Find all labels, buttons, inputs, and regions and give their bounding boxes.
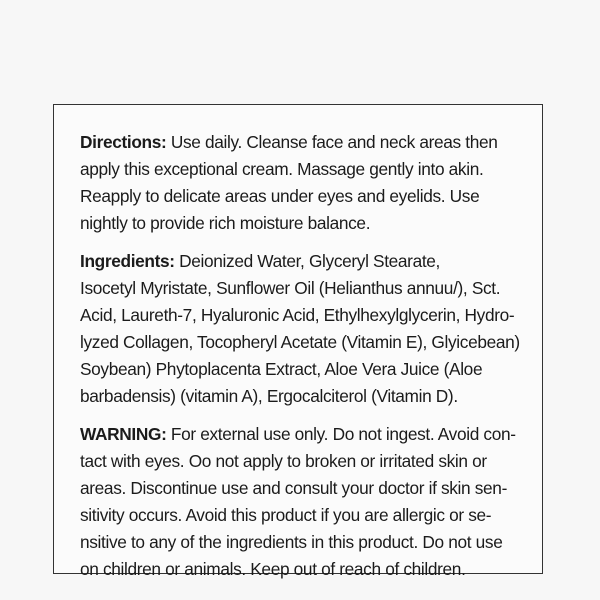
warning-line: sitivity occurs. Avoid this product if you are allergic or se- — [80, 505, 492, 525]
warning-line: tact with eyes. Oo not apply to broken or irritated skin or — [80, 451, 487, 471]
directions-line — [80, 129, 516, 156]
ingredients-section — [80, 248, 520, 410]
directions-heading: Directions: — [80, 132, 167, 152]
warning-line: nsitive to any of the ingredients in this product. Do not use — [80, 532, 503, 552]
warning-text: For external use only. Do not ingest. Avoid con- — [166, 424, 516, 444]
directions-line: Reapply to delicate areas under eyes and eyelids. Use — [80, 186, 480, 206]
ingredients-heading: Ingredients: — [80, 251, 175, 271]
warning-section — [80, 421, 516, 583]
warning-line: on children or animals. Keep out of reach of children. — [80, 559, 466, 579]
warning-line: areas. Discontinue use and consult your doctor if skin sen- — [80, 478, 507, 498]
directions-text: Use daily. Cleanse face and neck areas then — [166, 132, 498, 152]
warning-heading: WARNING: — [80, 424, 167, 444]
ingredients-line: lyzed Collagen, Tocopheryl Acetate (Vitamin E), Glyicebean) — [80, 332, 520, 352]
ingredients-text: Deionized Water, Glyceryl Stearate, — [174, 251, 440, 271]
directions-line: apply this exceptional cream. Massage gently into akin. — [80, 159, 484, 179]
ingredients-line: barbadensis) (vitamin A), Ergocalciterol (Vitamin D). — [80, 386, 458, 406]
product-label-panel — [53, 104, 543, 579]
ingredients-line: Isocetyl Myristate, Sunflower Oil (Helianthus annuu/), Sct. — [80, 278, 501, 298]
ingredients-line: Acid, Laureth-7, Hyaluronic Acid, Ethylhexylglycerin, Hydro- — [80, 305, 515, 325]
ingredients-line — [80, 248, 516, 275]
directions-section — [80, 129, 516, 237]
directions-line: nightly to provide rich moisture balance. — [80, 213, 371, 233]
warning-line — [80, 421, 516, 448]
ingredients-line: Soybean) Phytoplacenta Extract, Aloe Vera Juice (Aloe — [80, 359, 483, 379]
